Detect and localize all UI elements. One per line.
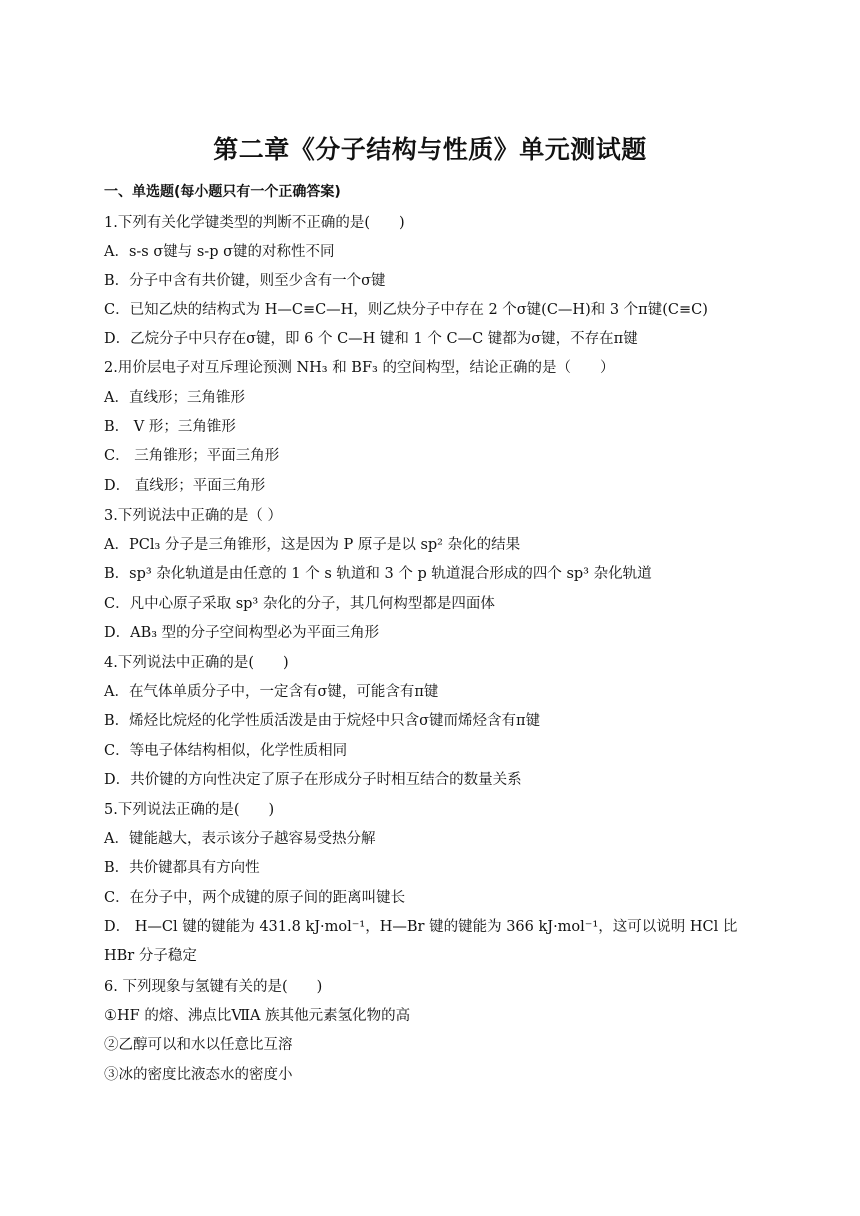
question-stem: 1.下列有关化学键类型的判断不正确的是( ) — [104, 215, 405, 231]
question-option: C．凡中心原子采取 sp³ 杂化的分子，其几何构型都是四面体 — [104, 596, 495, 612]
section-heading: 一、单选题(每小题只有一个正确答案) — [104, 184, 341, 200]
question-option: D． 直线形；平面三角形 — [104, 478, 266, 494]
question-option: A．键能越大，表示该分子越容易受热分解 — [104, 831, 376, 847]
question-option: B． V 形；三角锥形 — [104, 419, 236, 435]
question-option: A．在气体单质分子中，一定含有σ键，可能含有π键 — [104, 684, 439, 700]
question-option: A．s-s σ键与 s-p σ键的对称性不同 — [104, 244, 335, 260]
question-option: D．乙烷分子中只存在σ键，即 6 个 C—H 键和 1 个 C—C 键都为σ键，不存在π键 — [104, 331, 638, 347]
question-stem: 6. 下列现象与氢键有关的是( ) — [104, 979, 323, 995]
question-option: ①HF 的熔、沸点比ⅦA 族其他元素氢化物的高 — [104, 1008, 411, 1024]
question-option: ②乙醇可以和水以任意比互溶 — [104, 1037, 293, 1053]
question-stem: 4.下列说法中正确的是( ) — [104, 655, 289, 671]
question-stem: 3.下列说法中正确的是（ ） — [104, 508, 282, 524]
question-option: A．直线形；三角锥形 — [104, 390, 245, 406]
question-option: A．PCl₃ 分子是三角锥形，这是因为 P 原子是以 sp² 杂化的结果 — [104, 537, 521, 553]
question-option: D．AB₃ 型的分子空间构型必为平面三角形 — [104, 625, 380, 641]
question-option: B．共价键都具有方向性 — [104, 860, 260, 876]
question-option: C． 三角锥形；平面三角形 — [104, 448, 280, 464]
question-option: B．烯烃比烷烃的化学性质活泼是由于烷烃中只含σ键而烯烃含有π键 — [104, 713, 541, 729]
question-option: B．分子中含有共价键，则至少含有一个σ键 — [104, 273, 386, 289]
question-stem: 5.下列说法正确的是( ) — [104, 802, 275, 818]
page-title: 第二章《分子结构与性质》单元测试题 — [213, 135, 647, 164]
question-option: C．在分子中，两个成键的原子间的距离叫键长 — [104, 890, 406, 906]
question-stem: 2.用价层电子对互斥理论预测 NH₃ 和 BF₃ 的空间构型，结论正确的是（ ） — [104, 360, 615, 376]
question-option: C．等电子体结构相似，化学性质相同 — [104, 743, 348, 759]
question-option: ③冰的密度比液态水的密度小 — [104, 1067, 293, 1083]
question-option: D．共价键的方向性决定了原子在形成分子时相互结合的数量关系 — [104, 772, 522, 788]
question-option: D． H—Cl 键的键能为 431.8 kJ·mol⁻¹，H—Br 键的键能为 366 kJ·mol⁻¹，这可以说明 HCl 比 HBr 分子稳定 — [104, 919, 738, 964]
question-option: B．sp³ 杂化轨道是由任意的 1 个 s 轨道和 3 个 p 轨道混合形成的四个 sp³ 杂化轨道 — [104, 566, 652, 582]
question-option: C．已知乙炔的结构式为 H—C≡C—H，则乙炔分子中存在 2 个σ键(C—H)和 3 个π键(C≡C) — [104, 302, 708, 318]
